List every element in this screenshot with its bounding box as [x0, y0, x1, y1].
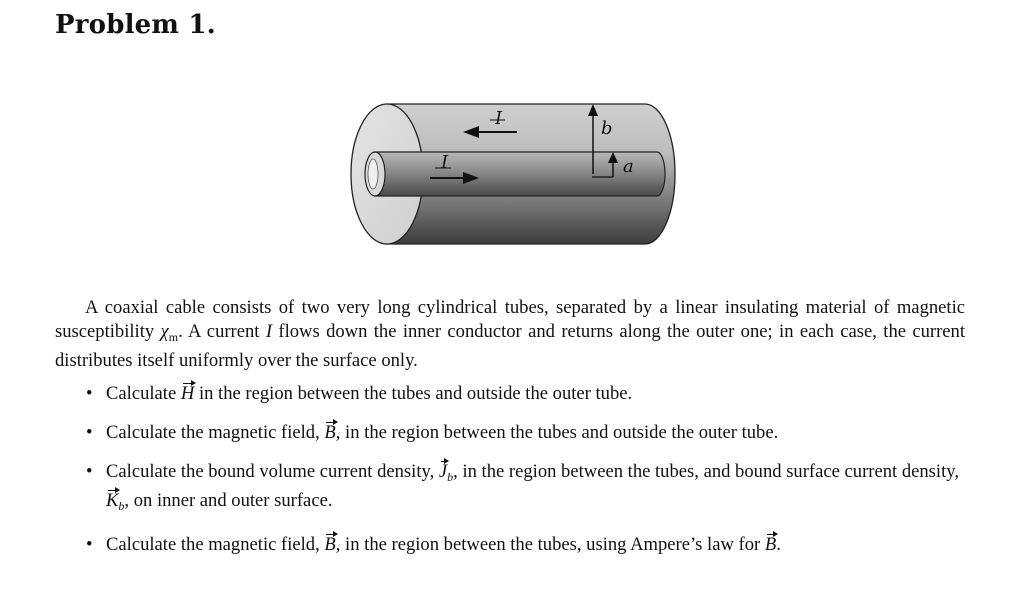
vector-h: H: [180, 383, 195, 404]
task-item-h-field: • Calculate H in the region between the tubes and outside the outer tube.: [86, 383, 633, 404]
inner-current-label: I: [441, 152, 449, 173]
problem-statement: A coaxial cable consists of two very long cylindrical tubes, separated by a linear insulating material of magnetic susceptibility $\chi_m$. A current I flows down the inner conductor and returns along the outer one; in each case, the current distributes itself uniformly over the surface only.: [55, 297, 966, 371]
bullet-marker: •: [86, 383, 93, 404]
radius-b-label: b: [601, 118, 613, 139]
vector-k: K: [106, 490, 119, 511]
radius-a-label: a: [623, 156, 634, 177]
task-list: [86, 382, 966, 572]
task-item-bound-currents: • Calculate the bound volume current density, $J_b$, in the region between the tubes, and bound surface current density, $K_b$, on inner and outer surface.: [86, 461, 959, 513]
bullet-marker: •: [86, 461, 93, 482]
problem-title: Problem 1.: [55, 10, 216, 40]
vector-b: B: [764, 534, 777, 555]
inner-conductor: [375, 152, 665, 196]
task-item-b-field: • Calculate the magnetic field, B, in the region between the tubes and outside the outer tube.: [86, 422, 779, 443]
coaxial-cable-figure: [345, 96, 685, 251]
vector-b: B: [324, 422, 336, 443]
bullet-marker: •: [86, 422, 93, 443]
vector-b: B: [324, 534, 336, 555]
task-item-ampere: • Calculate the magnetic field, B, in the region between the tubes, using Ampere’s law for B.: [86, 534, 781, 555]
bullet-marker: •: [86, 534, 93, 555]
outer-current-label: I: [495, 108, 503, 129]
vector-j: J: [438, 461, 448, 482]
